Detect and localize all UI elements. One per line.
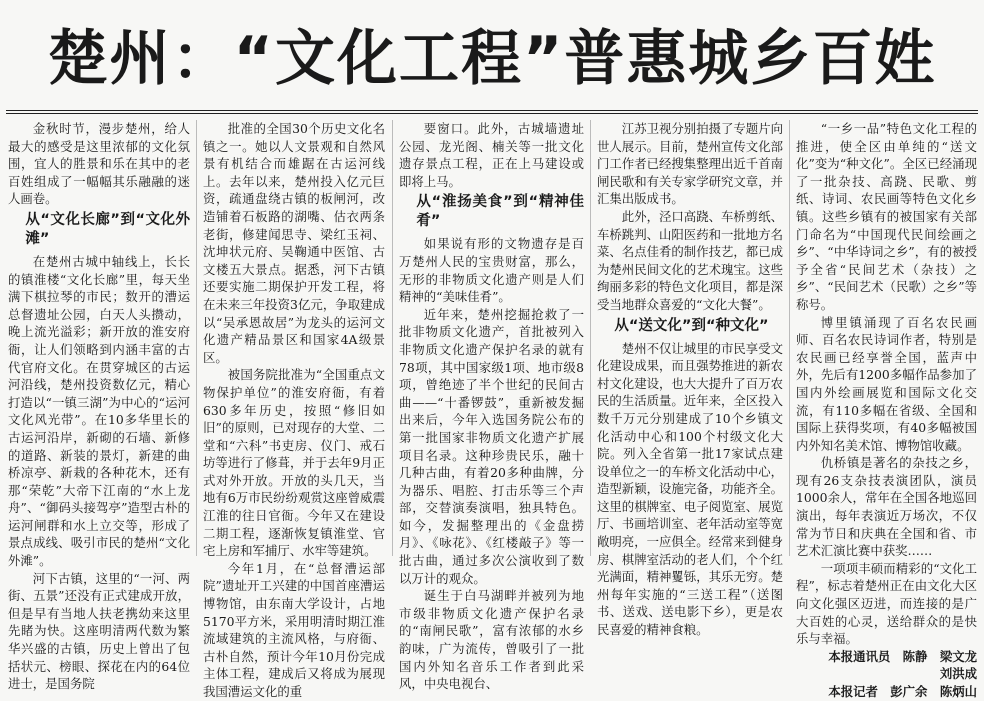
headline-rule-bottom bbox=[6, 113, 978, 114]
section-subheading: 从“文化长廊”到“文化外滩” bbox=[25, 211, 190, 247]
paragraph: 在楚州古城中轴线上，长长的镇淮楼“文化长廊”里，每天坐满下棋拉琴的市民；数开的漕运总督遗址公园，白天人头攒动，晚上流光溢彩；新开放的淮安府衙，让人们领略到内涵丰富的古代官府文化。在贯穿城区的古运河沿线，楚州投资数亿元，精心打造以“一镇三湖”为中心的“运河文化风光带”。在10多华里长的古运河沿岸，新砌的石墙、新修的道路、新装的景灯，新建的曲桥凉亭、新栽的各种花木，还有那“荣乾”大帝下江南的“水上龙舟”、“御码头接驾亭”造型古朴的运河闸群和水上立交等，形成了景点成线、吸引市民的楚州“文化外滩”。 bbox=[8, 253, 190, 569]
section-subheading: 从“淮扬美食”到“精神佳肴” bbox=[416, 194, 584, 230]
byline-line: 本报记者 彭广余 陈炳山 bbox=[828, 684, 977, 699]
paragraph: 今年1月，在“总督漕运部院”遗址开工兴建的中国首座漕运博物馆，由东南大学设计，占地5170平方米，采用明清时期江淮流域建筑的主流风格，与府衙、古朴自然，预计今年10月份完成主体工程，建成后又将成为展现我国漕运文化的重 bbox=[203, 560, 385, 699]
article-column-3 bbox=[399, 120, 584, 692]
paragraph: 被国务院批准为“全国重点文物保护单位”的淮安府衙，有着630多年历史，按照“修旧如旧”的原则，已对现存的大堂、二堂和“六科”书吏房、仪门、戒石坊等进行了修葺，并于去年9月正式对外开放。开放的头几天，当地有6万市民纷纷观赏这座曾威震江淮的往日官衙。今年又在建设二期工程，逐渐恢复镇淮堂、官宅上房和军捕厅、水牢等建筑。 bbox=[203, 367, 385, 559]
article-column-1 bbox=[8, 120, 190, 692]
paragraph: 楚州不仅让城里的市民享受文化建设成果，而且强势推进的新农村文化建设，也大大提升了百万农民的生活质量。近年来，全区投入数千万元分别建成了10个乡镇文化活动中心和100个村级文化大院。列入全省第一批17家试点建设单位之一的车桥文化活动中心，造型新颖，设施完备，功能齐全。这里的棋牌室、电子阅览室、展览厅、书画培训室、老年活动室等宽敞明亮，一应俱全。经常来到健身房、棋牌室活动的老人们，个个红光满面，精神矍铄，其乐无穷。楚州每年实施的“三送工程”（送图书、送戏、送电影下乡），更是农民喜爱的精神食粮。 bbox=[597, 340, 783, 638]
paragraph: 江苏卫视分别拍摄了专题片向世人展示。目前，楚州宣传文化部门工作者已经搜集整理出近千首南闸民歌和有关专家学研究文章，并汇集出版成书。 bbox=[597, 121, 783, 207]
column-separator bbox=[789, 120, 790, 556]
paragraph: 如果说有形的文物遗存是百万楚州人民的宝贵财富，那么，无形的非物质文化遗产则是人们精神的“美味佳肴”。 bbox=[399, 236, 584, 305]
byline-line: 本报通讯员 陈静 梁文龙 bbox=[828, 648, 977, 664]
paragraph: 诞生于白马湖畔并被列为地市级非物质文化遗产保护名录的“南闸民歌”，富有浓郁的水乡韵味，广为流传，曾吸引了一批国内外知名音乐工作者到此采风，中央电视台、 bbox=[399, 588, 584, 692]
paragraph: 此外，泾口高跷、车桥剪纸、车桥跳判、山阳医药和一批地方名菜、名点佳肴的制作技艺，都已成为楚州民间文化的艺术瑰宝。这些绚丽多彩的特色文化项目，都是深受当地群众喜爱的“文化大餐”。 bbox=[597, 208, 783, 312]
column-separator bbox=[392, 120, 393, 556]
paragraph: 近年来，楚州挖掘抢救了一批非物质文化遗产，首批被列入非物质文化遗产保护名录的就有78项，其中国家级1项、地市级8项，曾绝迹了半个世纪的民间古曲——“十番锣鼓”，重新被发掘出来后，今年入选国务院公布的第一批国家非物质文化遗产扩展项目名录。这种珍贵民乐，融十几种古曲，有着20多种曲牌，分为器乐、唱腔、打击乐等三个声部，交替演奏演唱，独具特色。如今，发掘整理出的《金盘捞月》、《咏花》、《红楼敲子》等一批古曲，通过多次公演收到了数以万计的观众。 bbox=[399, 306, 584, 586]
paragraph: 要窗口。此外，古城墙遗址公园、龙光阁、楠关等一批文化遗存景点工程，正在上马建设或即将上马。 bbox=[399, 121, 584, 189]
headline-rule-top bbox=[6, 110, 978, 111]
section-subheading: 从“送文化”到“种文化” bbox=[614, 317, 769, 334]
headline: 楚州：“文化工程”普惠城乡百姓 bbox=[47, 24, 937, 94]
paragraph: “一乡一品”特色文化工程的推进，使全区由单纯的“送文化”变为“种文化”。全区已经涌现了一批杂技、高跷、民歌、剪纸、诗词、农民画等特色文化乡镇。这些乡镇有的被国家有关部门命名为“中国现代民间绘画之乡”、“中华诗词之乡”，有的被授予全省“民间艺术（杂技）之乡”、“民间艺术（民歌）之乡”等称号。 bbox=[796, 121, 977, 312]
paragraph: 河下古镇，这里的“一河、两街、五景”还没有正式建成开放，但是早有当地人扶老携幼来这里先睹为快。这座明清两代数为繁华兴盛的古镇，历史上曾出了包括状元、榜眼、探花在内的64位进士，是国务院 bbox=[8, 570, 190, 692]
paragraph: 仇桥镇是著名的杂技之乡，现有26支杂技表演团队，演员1000余人，常年在全国各地巡回演出，每年表演近万场次，不仅常为节日和庆典在全国和省、市艺术汇演比赛中获奖…… bbox=[796, 455, 977, 559]
paragraph: 批准的全国30个历史文化名镇之一。她以人文景观和自然风景有机结合而雄踞在古运河线上。去年以来，楚州投入亿元巨资，疏通盘绕古镇的板闸河，改造铺着石板路的湖嘴、估衣两条老街，修建闻思寺、梁红玉祠、沈坤状元府、吴鞠通中医馆、古文楼五大景点。据悉，河下古镇还要实施二期保护开发工程，将在未来三年投资3亿元，争取建成以“吴承恩故居”为龙头的运河文化遗产精品景区和国家4A级景区。 bbox=[203, 121, 385, 365]
article-column-2 bbox=[203, 120, 385, 699]
article-column-5 bbox=[796, 120, 977, 699]
paragraph: 一项项丰硕而精彩的“文化工程”，标志着楚州正在由文化大区向文化强区迈进，而连接的是广大百姓的心灵，送给群众的是快乐与幸福。 bbox=[796, 560, 977, 647]
column-separator bbox=[590, 120, 591, 556]
article-column-4 bbox=[597, 120, 783, 638]
column-separator bbox=[196, 120, 197, 556]
paragraph: 金秋时节，漫步楚州，给人最大的感受是这里浓郁的文化氛围，宜人的胜景和乐在其中的老百姓组成了一幅幅其乐融融的迷人画卷。 bbox=[8, 121, 190, 207]
paragraph: 博里镇涌现了百名农民画师、百名农民诗词作者，特别是农民画已经享誉全国，蓝声中外，先后有1200多幅作品参加了国内外绘画展览和国际文化交流，有110多幅在省级、全国和国际上获得奖项，有40多幅被国内外知名美术馆、博物馆收藏。 bbox=[796, 314, 977, 453]
byline-line: 刘洪成 bbox=[939, 666, 977, 682]
byline bbox=[796, 648, 977, 701]
